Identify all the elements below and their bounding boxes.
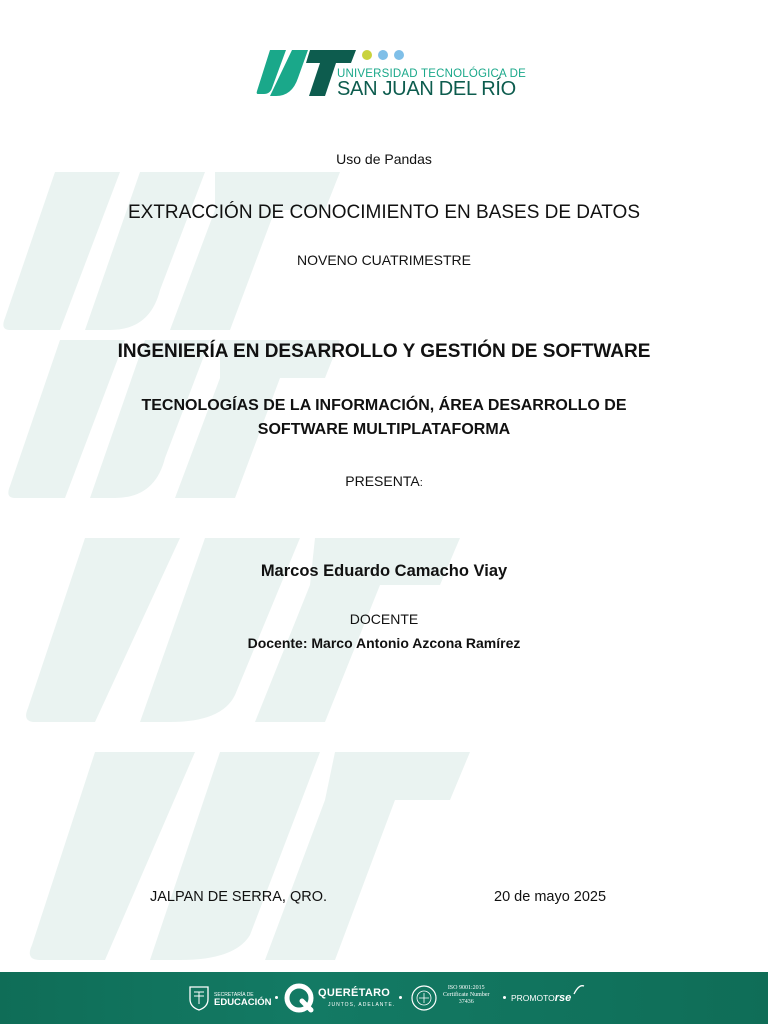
logo-university-line1: UNIVERSIDAD TECNOLÓGICA DE bbox=[337, 68, 527, 80]
area-line-2: SOFTWARE MULTIPLATAFORMA bbox=[257, 421, 511, 438]
docente-heading: DOCENTE bbox=[349, 611, 419, 627]
iso-line2: Certificate Number bbox=[443, 992, 490, 998]
rse-text: rse bbox=[554, 992, 572, 1004]
footer-secretaria-line2: EDUCACIÓN bbox=[214, 997, 272, 1008]
footer-separator-dot bbox=[503, 996, 506, 999]
queretaro-q-icon bbox=[284, 983, 314, 1013]
student-name: Marcos Eduardo Camacho Viay bbox=[260, 562, 508, 580]
subject-title: EXTRACCIÓN DE CONOCIMIENTO EN BASES DE DATOS bbox=[127, 202, 641, 223]
footer-banner bbox=[0, 972, 768, 1024]
iso-seal-icon bbox=[410, 984, 438, 1012]
footer-separator-dot bbox=[275, 996, 278, 999]
ut-logo bbox=[256, 44, 527, 102]
footer-queretaro: QUERÉTARO bbox=[318, 987, 391, 999]
footer-separator-dot bbox=[399, 996, 402, 999]
footer-promoto bbox=[511, 992, 571, 1004]
iso-line1: ISO 9001:2015 bbox=[447, 985, 485, 991]
footer-iso bbox=[443, 985, 489, 1006]
place-label: JALPAN DE SERRA, QRO. bbox=[150, 889, 327, 905]
area-line-1: TECNOLOGÍAS DE LA INFORMACIÓN, ÁREA DESARROLLO DE bbox=[141, 397, 627, 414]
footer-secretaria-line1: SECRETARÍA DE bbox=[214, 992, 254, 998]
footer-queretaro-sub: JUNTOS, ADELANTE. bbox=[328, 1002, 396, 1008]
logo-university-line2: SAN JUAN DEL RÍO bbox=[337, 78, 516, 100]
date-label: 20 de mayo 2025 bbox=[494, 889, 607, 905]
presenta-colon: : bbox=[419, 477, 423, 489]
career-title: INGENIERÍA EN DESARROLLO Y GESTIÓN DE SOFTWARE bbox=[117, 341, 651, 362]
promoto-text: PROMOTO bbox=[511, 993, 555, 1003]
rse-swoosh-icon bbox=[573, 984, 585, 996]
presenta-label bbox=[0, 473, 768, 489]
queretaro-shield-icon bbox=[188, 985, 210, 1011]
area-title bbox=[0, 394, 768, 442]
topic-title: Uso de Pandas bbox=[336, 151, 432, 167]
term-label: NOVENO CUATRIMESTRE bbox=[297, 252, 471, 268]
iso-line3: 37436 bbox=[458, 999, 474, 1005]
docente-name: Docente: Marco Antonio Azcona Ramírez bbox=[247, 635, 521, 651]
presenta-text: PRESENTA bbox=[345, 473, 420, 489]
